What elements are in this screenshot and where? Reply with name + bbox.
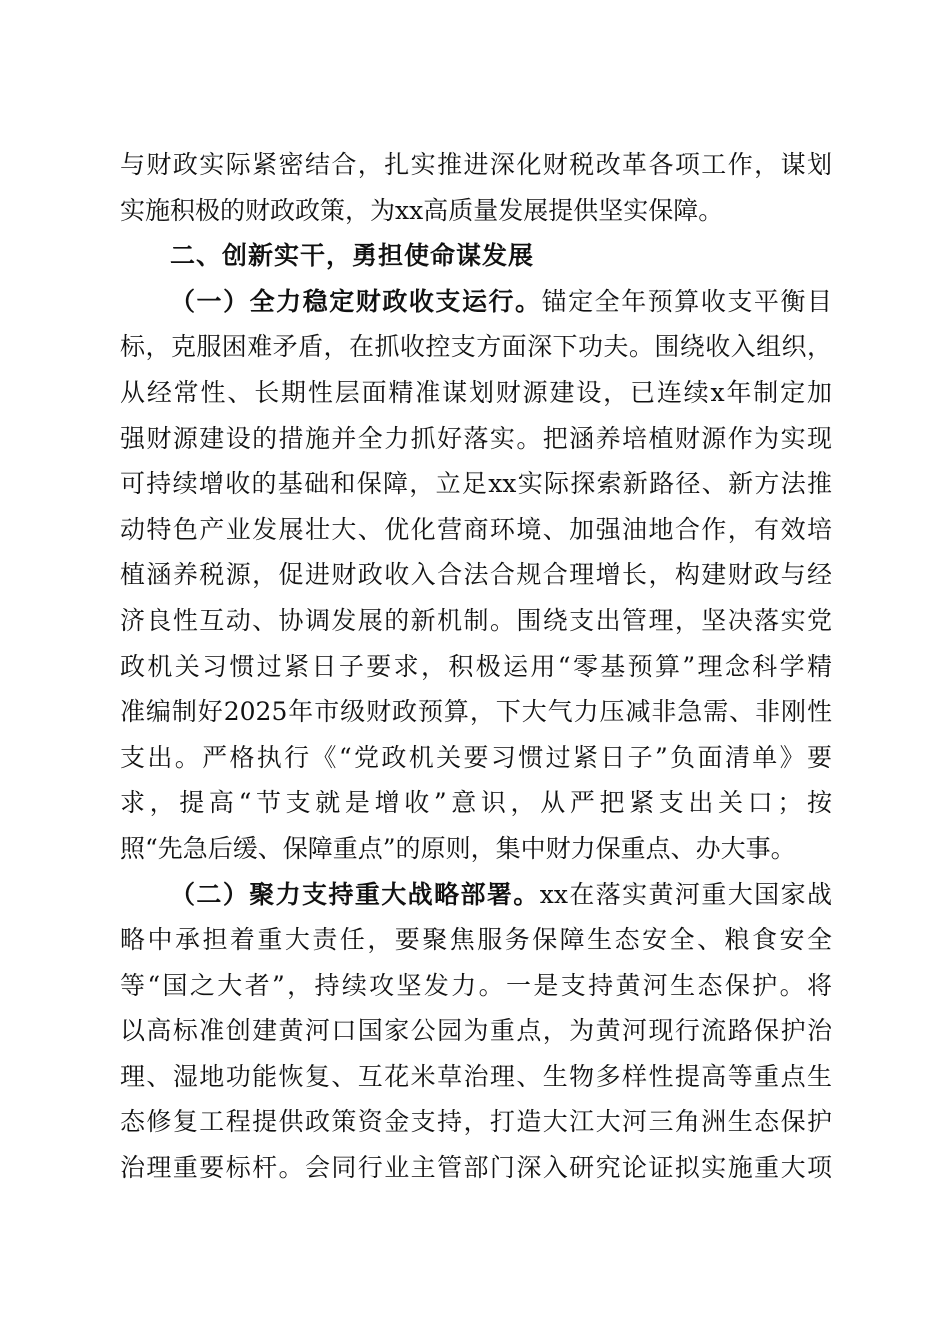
paragraph-text: xx在落实黄河重大国家战	[539, 879, 832, 909]
paragraph-line: 与财政实际紧密结合，扎实推进深化财税改革各项工作，谋划	[120, 150, 832, 179]
subsection-heading: （二）聚力支持重大战略部署。	[170, 879, 540, 909]
paragraph-line: 实施积极的财政政策，为xx高质量发展提供坚实保障。	[120, 195, 724, 225]
paragraph-line: 理、湿地功能恢复、互花米草治理、生物多样性提高等重点生	[120, 1061, 832, 1091]
paragraph-text: 锚定全年预算收支平衡目	[541, 286, 832, 316]
paragraph-line: 治理重要标杆。会同行业主管部门深入研究论证拟实施重大项	[120, 1153, 832, 1183]
paragraph-line: 从经常性、长期性层面精准谋划财源建设，已连续x年制定加	[120, 377, 832, 407]
document-body	[120, 142, 832, 1191]
paragraph-line: 植涵养税源，促进财政收入合法合规合理增长，构建财政与经	[120, 560, 832, 590]
subsection-heading: （一）全力稳定财政收支运行。	[170, 286, 542, 316]
paragraph-line: 标，克服困难矛盾，在抓收控支方面深下功夫。围绕收入组织，	[120, 332, 832, 362]
paragraph-line: 求，提高“节支就是增收”意识，从严把紧支出关口；按	[120, 788, 832, 818]
subsection-first-line	[120, 872, 832, 918]
paragraph-line: 等“国之大者”，持续攻坚发力。一是支持黄河生态保护。将	[120, 970, 832, 1000]
paragraph-line: 准编制好2025年市级财政预算，下大气力压减非急需、非刚性	[120, 697, 832, 727]
paragraph-line: 支出。严格执行《“党政机关要习惯过紧日子”负面清单》要	[120, 742, 832, 772]
paragraph-line: 略中承担着重大责任，要聚焦服务保障生态安全、粮食安全	[120, 925, 832, 955]
paragraph-line: 政机关习惯过紧日子要求，积极运用“零基预算”理念科学精	[120, 651, 832, 681]
section-heading: 二、创新实干，勇担使命谋发展	[170, 241, 535, 271]
paragraph-line: 动特色产业发展壮大、优化营商环境、加强油地合作，有效培	[120, 514, 832, 544]
paragraph-line: 态修复工程提供政策资金支持，打造大江大河三角洲生态保护	[120, 1107, 832, 1137]
paragraph-line: 可持续增收的基础和保障，立足xx实际探索新路径、新方法推	[120, 469, 832, 499]
paragraph-line: 照“先急后缓、保障重点”的原则，集中财力保重点、办大事。	[120, 833, 796, 863]
paragraph-line: 济良性互动、协调发展的新机制。围绕支出管理，坚决落实党	[120, 605, 832, 635]
subsection-first-line	[120, 279, 832, 325]
paragraph-line: 强财源建设的措施并全力抓好落实。把涵养培植财源作为实现	[120, 423, 832, 453]
paragraph-line: 以高标准创建黄河口国家公园为重点，为黄河现行流路保护治	[120, 1016, 832, 1046]
